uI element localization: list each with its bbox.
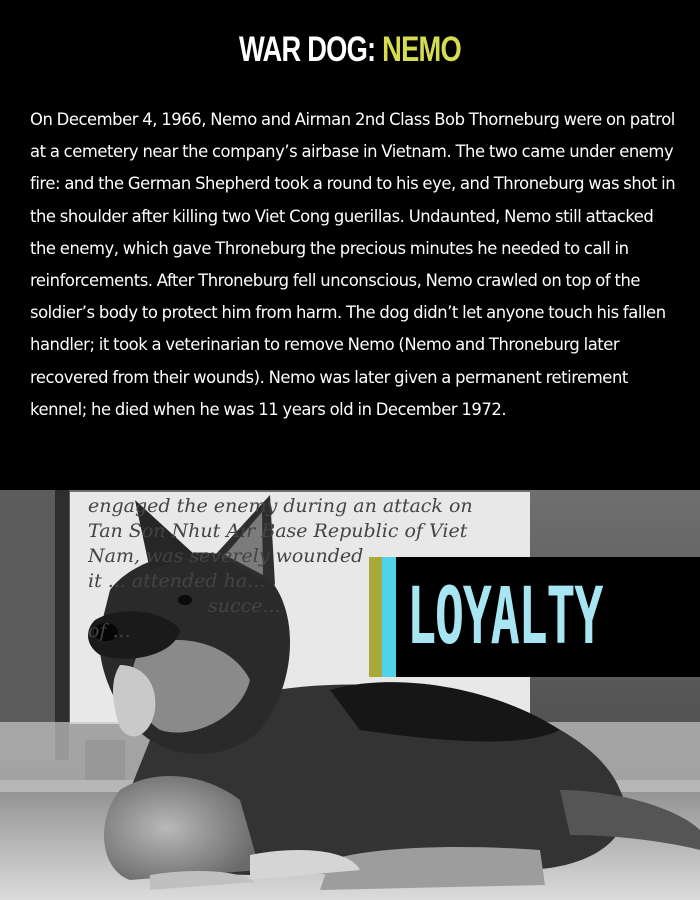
sign-line: engaged the enemy during an attack on — [88, 495, 473, 517]
title-dog-name: NEMO — [382, 30, 461, 69]
accent-bar-cyan — [382, 557, 396, 677]
title-prefix: WAR DOG: — [239, 30, 376, 69]
sign-line: of ... — [88, 620, 131, 642]
story-paragraph: On December 4, 1966, Nemo and Airman 2nd Class Bob Thorneburg were on patrol at a cemetery near the company’s airbase in Vietnam. The two came under enemy fire: and the German Shepherd took a round to his eye, and Throneburg was shot in the shoulder after killing two Viet Cong guerillas. Undaunted, Nemo still attacked the enemy, which gave Throneburg the precious minutes he needed to call in reinforcements. After Throneburg fell unconscious, Nemo crawled on top of the soldier’s body to protect him from harm. The dog didn’t let anyone touch his fallen handler; it took a veterinarian to remove Nemo (Nemo and Throneburg later recovered from their wounds). Nemo was later given a permanent retirement kennel; he died when he was 11 years old in December 1972. — [30, 110, 676, 419]
sign-line: succe... — [208, 595, 281, 617]
accent-bar-olive — [369, 557, 382, 677]
loyalty-label: LOYALTY — [407, 572, 603, 662]
page-title — [77, 30, 623, 70]
sign-line: Nam, was severely wounded — [88, 545, 364, 567]
sign-line: Tan Son Nhut Air Base Republic of Viet — [88, 520, 468, 542]
sign-line: it ... attended ha... — [88, 570, 266, 592]
loyalty-badge — [369, 557, 700, 677]
dog-photo — [0, 490, 700, 900]
